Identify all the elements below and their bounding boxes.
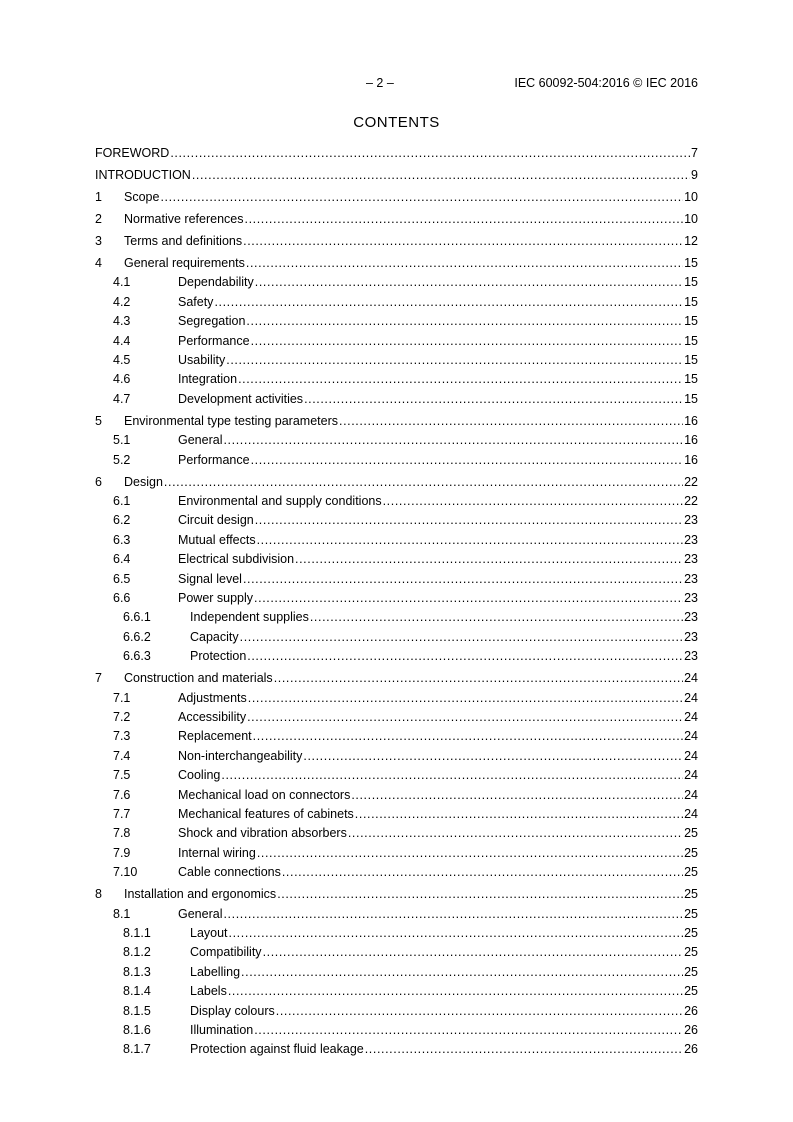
toc-entry-page: 24 <box>684 807 698 821</box>
toc-entry-number: 4.3 <box>113 314 131 328</box>
toc-entry-page: 15 <box>684 353 698 367</box>
toc-entry-label: Independent supplies <box>190 610 309 624</box>
toc-entry-page: 24 <box>684 710 698 724</box>
toc-entry[interactable] <box>95 748 698 764</box>
toc-entry-label: Internal wiring <box>178 846 256 860</box>
toc-dot-leader <box>160 189 683 205</box>
toc-dot-leader <box>243 571 683 587</box>
toc-dot-leader <box>223 906 683 922</box>
toc-dot-leader <box>310 609 683 625</box>
toc-dot-leader <box>255 274 683 290</box>
toc-dot-leader <box>263 944 684 960</box>
toc-entry-number: 6.6 <box>113 591 131 605</box>
toc-dot-leader <box>339 413 683 429</box>
toc-entry-number: 4.4 <box>113 334 131 348</box>
toc-dot-leader <box>254 1022 683 1038</box>
toc-entry-page: 23 <box>684 552 698 566</box>
toc-entry[interactable] <box>95 274 698 290</box>
toc-entry[interactable] <box>95 1003 698 1019</box>
toc-dot-leader <box>243 233 683 249</box>
toc-entry-label: Performance <box>178 453 250 467</box>
toc-entry[interactable] <box>95 1022 698 1038</box>
toc-entry[interactable] <box>95 493 698 509</box>
toc-dot-leader <box>245 211 684 227</box>
toc-entry-label: General <box>178 433 223 447</box>
toc-entry-label: Design <box>124 475 163 489</box>
toc-dot-leader <box>170 145 690 161</box>
toc-entry-page: 15 <box>684 334 698 348</box>
toc-entry-label: Non-interchangeability <box>178 749 303 763</box>
toc-entry-page: 26 <box>684 1042 698 1056</box>
toc-dot-leader <box>355 806 683 822</box>
toc-entry-page: 23 <box>684 513 698 527</box>
toc-dot-leader <box>383 493 683 509</box>
toc-entry-label: Illumination <box>190 1023 254 1037</box>
toc-dot-leader <box>238 371 683 387</box>
toc-entry-page: 26 <box>684 1004 698 1018</box>
toc-entry[interactable] <box>95 767 698 783</box>
toc-entry-number: 4.6 <box>113 372 131 386</box>
toc-entry-number: 8.1 <box>113 907 131 921</box>
toc-entry[interactable] <box>95 964 698 980</box>
toc-dot-leader <box>248 690 683 706</box>
toc-entry-page: 15 <box>684 256 698 270</box>
toc-dot-leader <box>304 391 683 407</box>
toc-entry-number: 7.4 <box>113 749 131 763</box>
toc-entry-label: Shock and vibration absorbers <box>178 826 347 840</box>
toc-entry-label: Circuit design <box>178 513 254 527</box>
toc-dot-leader <box>295 551 683 567</box>
toc-entry-page: 15 <box>684 314 698 328</box>
toc-entry-label: Capacity <box>190 630 239 644</box>
toc-entry-label: Cooling <box>178 768 221 782</box>
toc-entry[interactable] <box>95 590 698 606</box>
toc-entry-number: 8.1.6 <box>123 1023 151 1037</box>
toc-entry-number: 4.1 <box>113 275 131 289</box>
toc-entry-page: 10 <box>684 212 698 226</box>
toc-entry[interactable] <box>95 825 698 841</box>
toc-entry-number: 1 <box>95 190 102 204</box>
toc-entry-number: 7.7 <box>113 807 131 821</box>
toc-dot-leader <box>228 983 683 999</box>
toc-entry-label: Power supply <box>178 591 254 605</box>
toc-entry-number: 4.7 <box>113 392 131 406</box>
toc-entry-page: 23 <box>684 610 698 624</box>
toc-entry-label: Development activities <box>178 392 304 406</box>
toc-entry-label: Protection against fluid leakage <box>190 1042 364 1056</box>
toc-entry-page: 22 <box>684 494 698 508</box>
toc-entry-number: 6.2 <box>113 513 131 527</box>
toc-entry[interactable] <box>95 233 698 249</box>
toc-entry[interactable] <box>95 728 698 744</box>
toc-entry-page: 23 <box>684 572 698 586</box>
toc-entry-label: FOREWORD <box>95 146 170 160</box>
toc-dot-leader <box>255 512 683 528</box>
toc-entry[interactable] <box>95 925 698 941</box>
toc-entry-label: Usability <box>178 353 226 367</box>
toc-entry-label: Electrical subdivision <box>178 552 295 566</box>
toc-dot-leader <box>246 255 683 271</box>
toc-entry-number: 6.6.1 <box>123 610 151 624</box>
toc-dot-leader <box>303 748 683 764</box>
toc-entry-number: 7.9 <box>113 846 131 860</box>
toc-entry[interactable] <box>95 551 698 567</box>
toc-entry-page: 24 <box>684 691 698 705</box>
toc-entry-label: Labelling <box>190 965 241 979</box>
toc-entry-page: 25 <box>684 846 698 860</box>
toc-entry-page: 23 <box>684 533 698 547</box>
toc-entry-page: 16 <box>684 453 698 467</box>
toc-entry[interactable] <box>95 690 698 706</box>
toc-dot-leader <box>226 352 683 368</box>
toc-entry-page: 15 <box>684 275 698 289</box>
toc-dot-leader <box>192 167 690 183</box>
toc-entry-number: 6.6.3 <box>123 649 151 663</box>
toc-entry-page: 15 <box>684 295 698 309</box>
toc-entry-number: 5.1 <box>113 433 131 447</box>
toc-entry-page: 24 <box>684 749 698 763</box>
toc-entry-label: Integration <box>178 372 238 386</box>
toc-entry[interactable] <box>95 670 698 686</box>
page-title: CONTENTS <box>353 114 440 131</box>
toc-entry-number: 8.1.3 <box>123 965 151 979</box>
toc-entry-page: 9 <box>691 168 698 182</box>
toc-entry-page: 25 <box>684 907 698 921</box>
page-number: – 2 – <box>366 76 394 90</box>
toc-entry[interactable] <box>95 983 698 999</box>
toc-entry-label: Mechanical features of cabinets <box>178 807 354 821</box>
toc-entry-number: 7.3 <box>113 729 131 743</box>
toc-entry-page: 25 <box>684 826 698 840</box>
toc-entry-page: 10 <box>684 190 698 204</box>
toc-entry-page: 23 <box>684 649 698 663</box>
toc-entry-label: Safety <box>178 295 214 309</box>
toc-entry-number: 8 <box>95 887 102 901</box>
toc-dot-leader <box>214 294 683 310</box>
toc-entry-page: 24 <box>684 788 698 802</box>
toc-dot-leader <box>247 709 683 725</box>
toc-entry[interactable] <box>95 294 698 310</box>
toc-dot-leader <box>274 670 683 686</box>
toc-entry[interactable] <box>95 512 698 528</box>
toc-entry-number: 5 <box>95 414 102 428</box>
toc-entry[interactable] <box>95 352 698 368</box>
toc-entry[interactable] <box>95 629 698 645</box>
toc-entry-label: INTRODUCTION <box>95 168 191 182</box>
toc-entry[interactable] <box>95 211 698 227</box>
toc-dot-leader <box>223 432 683 448</box>
toc-entry-label: Dependability <box>178 275 254 289</box>
toc-entry[interactable] <box>95 1041 698 1057</box>
toc-entry-label: Mechanical load on connectors <box>178 788 351 802</box>
toc-entry-page: 23 <box>684 630 698 644</box>
toc-entry-number: 7.6 <box>113 788 131 802</box>
toc-entry[interactable] <box>95 864 698 880</box>
toc-entry[interactable] <box>95 787 698 803</box>
toc-dot-leader <box>348 825 683 841</box>
toc-dot-leader <box>164 474 683 490</box>
toc-entry-page: 24 <box>684 729 698 743</box>
toc-entry[interactable] <box>95 371 698 387</box>
toc-dot-leader <box>221 767 683 783</box>
toc-entry[interactable] <box>95 906 698 922</box>
page-header <box>0 76 793 92</box>
toc-entry-label: Accessibility <box>178 710 247 724</box>
toc-entry[interactable] <box>95 571 698 587</box>
toc-entry-page: 23 <box>684 591 698 605</box>
toc-entry-page: 7 <box>691 146 698 160</box>
toc-entry-label: Segregation <box>178 314 246 328</box>
toc-dot-leader <box>257 845 683 861</box>
toc-entry-number: 7.2 <box>113 710 131 724</box>
toc-entry-page: 24 <box>684 671 698 685</box>
toc-entry-label: General <box>178 907 223 921</box>
toc-entry-number: 6.3 <box>113 533 131 547</box>
toc-entry-number: 2 <box>95 212 102 226</box>
toc-entry-number: 5.2 <box>113 453 131 467</box>
toc-entry-label: Normative references <box>124 212 244 226</box>
toc-entry[interactable] <box>95 845 698 861</box>
toc-dot-leader <box>240 629 683 645</box>
toc-entry-label: Environmental and supply conditions <box>178 494 382 508</box>
toc-entry[interactable] <box>95 413 698 429</box>
toc-entry-number: 7.5 <box>113 768 131 782</box>
toc-entry-page: 16 <box>684 414 698 428</box>
toc-entry[interactable] <box>95 432 698 448</box>
toc-dot-leader <box>251 452 684 468</box>
toc-entry-label: Performance <box>178 334 250 348</box>
toc-entry-number: 4 <box>95 256 102 270</box>
toc-dot-leader <box>351 787 683 803</box>
toc-entry[interactable] <box>95 709 698 725</box>
toc-entry[interactable] <box>95 167 698 183</box>
toc-dot-leader <box>365 1041 683 1057</box>
toc-dot-leader <box>247 648 683 664</box>
toc-entry-label: Protection <box>190 649 247 663</box>
toc-entry[interactable] <box>95 189 698 205</box>
toc-dot-leader <box>282 864 683 880</box>
toc-entry-label: Installation and ergonomics <box>124 887 277 901</box>
toc-entry[interactable] <box>95 452 698 468</box>
toc-entry-number: 6 <box>95 475 102 489</box>
toc-entry-page: 12 <box>684 234 698 248</box>
toc-entry-label: Display colours <box>190 1004 275 1018</box>
toc-entry-page: 25 <box>684 865 698 879</box>
toc-entry-label: Cable connections <box>178 865 281 879</box>
toc-entry-number: 7 <box>95 671 102 685</box>
toc-entry[interactable] <box>95 255 698 271</box>
toc-entry-label: Environmental type testing parameters <box>124 414 338 428</box>
toc-entry-number: 7.8 <box>113 826 131 840</box>
toc-entry-label: Labels <box>190 984 227 998</box>
toc-entry-label: Construction and materials <box>124 671 273 685</box>
toc-entry-page: 25 <box>684 984 698 998</box>
toc-entry-number: 7.10 <box>113 865 138 879</box>
toc-entry-label: General requirements <box>124 256 245 270</box>
toc-entry-label: Signal level <box>178 572 242 586</box>
toc-entry-label: Mutual effects <box>178 533 256 547</box>
toc-dot-leader <box>276 1003 683 1019</box>
toc-entry[interactable] <box>95 806 698 822</box>
toc-entry-page: 22 <box>684 475 698 489</box>
toc-entry-label: Replacement <box>178 729 252 743</box>
toc-entry-number: 4.5 <box>113 353 131 367</box>
toc-entry-number: 6.4 <box>113 552 131 566</box>
toc-entry-number: 7.1 <box>113 691 131 705</box>
toc-entry[interactable] <box>95 944 698 960</box>
toc-dot-leader <box>257 532 684 548</box>
toc-entry-page: 15 <box>684 392 698 406</box>
toc-entry[interactable] <box>95 391 698 407</box>
toc-entry-page: 26 <box>684 1023 698 1037</box>
toc-entry[interactable] <box>95 333 698 349</box>
toc-entry-number: 8.1.1 <box>123 926 151 940</box>
toc-entry-page: 25 <box>684 965 698 979</box>
toc-entry-page: 25 <box>684 926 698 940</box>
toc-entry-number: 8.1.7 <box>123 1042 151 1056</box>
toc-entry-page: 25 <box>684 887 698 901</box>
toc-dot-leader <box>254 590 683 606</box>
toc-entry[interactable] <box>95 145 698 161</box>
toc-entry-number: 4.2 <box>113 295 131 309</box>
toc-entry-page: 24 <box>684 768 698 782</box>
toc-entry[interactable] <box>95 532 698 548</box>
toc-entry-page: 25 <box>684 945 698 959</box>
toc-dot-leader <box>277 886 683 902</box>
toc-dot-leader <box>251 333 684 349</box>
toc-entry-label: Adjustments <box>178 691 247 705</box>
toc-entry-label: Compatibility <box>190 945 262 959</box>
toc-entry-number: 6.1 <box>113 494 131 508</box>
toc-dot-leader <box>229 925 684 941</box>
toc-dot-leader <box>253 728 683 744</box>
toc-dot-leader <box>241 964 683 980</box>
toc-entry[interactable] <box>95 648 698 664</box>
document-id: IEC 60092-504:2016 © IEC 2016 <box>514 76 698 90</box>
toc-entry[interactable] <box>95 609 698 625</box>
toc-entry-number: 8.1.5 <box>123 1004 151 1018</box>
toc-entry-number: 6.6.2 <box>123 630 151 644</box>
toc-entry-number: 6.5 <box>113 572 131 586</box>
toc-entry-label: Terms and definitions <box>124 234 243 248</box>
toc-entry-label: Scope <box>124 190 160 204</box>
toc-entry-number: 8.1.4 <box>123 984 151 998</box>
toc-entry-page: 15 <box>684 372 698 386</box>
toc-entry-number: 3 <box>95 234 102 248</box>
toc-entry-label: Layout <box>190 926 228 940</box>
toc-entry[interactable] <box>95 886 698 902</box>
toc-entry-number: 8.1.2 <box>123 945 151 959</box>
toc-entry[interactable] <box>95 474 698 490</box>
toc-entry[interactable] <box>95 313 698 329</box>
toc-entry-page: 16 <box>684 433 698 447</box>
toc-dot-leader <box>246 313 683 329</box>
